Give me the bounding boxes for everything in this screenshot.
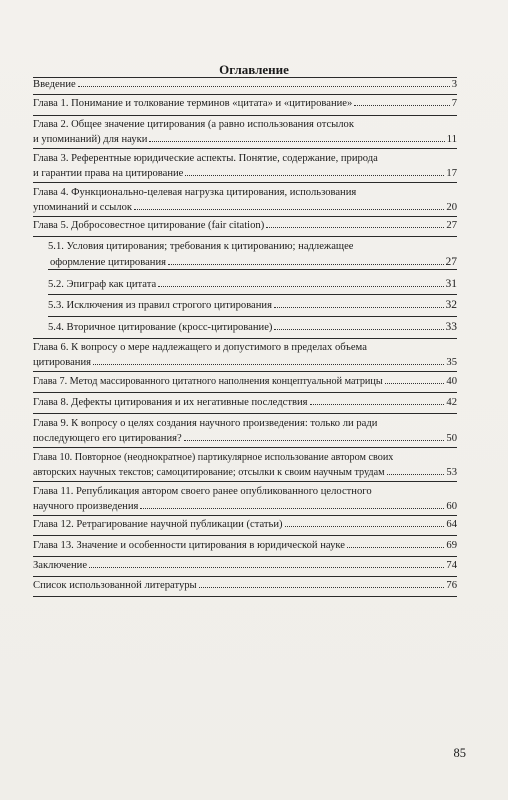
toc-entry-title-line: 5.1. Условия цитирования; требования к цитированию; надлежащее xyxy=(48,241,354,252)
toc-entry-section-5-3 xyxy=(48,298,457,314)
dot-leader xyxy=(354,105,449,106)
toc-entry-title-line: и гарантии права на цитирование xyxy=(33,167,184,179)
toc-entry-bibliography xyxy=(33,579,457,594)
toc-entry-title-line: оформление цитирования xyxy=(50,256,166,268)
toc-entry-title: 5.3. Исключения из правил строгого цитирования xyxy=(48,300,272,311)
toc-entry-title-line: научного произведения xyxy=(33,500,139,512)
toc-entry-page: 42 xyxy=(446,397,457,408)
toc-entry-title: Введение xyxy=(33,79,76,90)
toc-entry-title: Глава 7. Метод массированного цитатного наполнения концептуальной матрицы xyxy=(33,376,383,387)
toc-entry-section-5-4 xyxy=(48,320,457,336)
divider xyxy=(33,481,457,482)
toc-entry-title-line: Глава 11. Републикация автором своего ранее опубликованного целостного xyxy=(33,486,372,497)
toc-entry-page: 7 xyxy=(451,98,457,109)
dot-leader xyxy=(387,474,445,475)
toc-entry-title-line: Глава 3. Референтные юридические аспекты. Понятие, содержание, природа xyxy=(33,153,378,164)
divider xyxy=(33,371,457,372)
toc-entry-chapter-5 xyxy=(33,219,457,234)
toc-entry-page: 35 xyxy=(446,356,457,368)
toc-entry-chapter-12 xyxy=(33,518,457,533)
toc-entry-page: 3 xyxy=(451,79,457,90)
divider xyxy=(33,148,457,149)
toc-entry-page: 17 xyxy=(446,167,457,179)
dot-leader xyxy=(347,547,444,548)
toc-entry-introduction xyxy=(33,78,457,93)
toc-entry-title-line: цитирования xyxy=(33,356,92,368)
toc-entry-chapter-3 xyxy=(33,152,457,181)
divider xyxy=(33,216,457,217)
toc-entry-title-line: Глава 9. К вопросу о целях создания научного произведения: только ли ради xyxy=(33,418,378,429)
dot-leader xyxy=(285,526,445,527)
dot-leader xyxy=(274,329,443,330)
toc-entry-page: 31 xyxy=(445,278,457,290)
toc-entry-chapter-4 xyxy=(33,186,457,215)
dot-leader xyxy=(185,175,444,176)
dot-leader xyxy=(266,227,444,228)
toc-entry-page: 40 xyxy=(446,376,457,387)
toc-entry-title-line: Глава 4. Функционально-целевая нагрузка цитирования, использования xyxy=(33,187,357,198)
divider xyxy=(48,294,457,295)
toc-entry-title-line: Глава 2. Общее значение цитирования (а равно использования отсылок xyxy=(33,119,354,130)
toc-entry-chapter-9 xyxy=(33,417,457,446)
dot-leader xyxy=(89,567,444,568)
toc-entry-page: 27 xyxy=(446,220,457,231)
toc-entry-title: Глава 8. Дефекты цитирования и их негативные последствия xyxy=(33,397,308,408)
toc-entry-page: 69 xyxy=(446,540,457,551)
toc-entry-title: 5.2. Эпиграф как цитата xyxy=(48,279,157,290)
toc-entry-conclusion xyxy=(33,559,457,574)
dot-leader xyxy=(158,286,443,287)
divider xyxy=(33,182,457,183)
toc-entry-page: 60 xyxy=(446,500,457,512)
toc-entry-title-line: упоминаний и ссылок xyxy=(33,201,133,213)
toc-entry-page: 32 xyxy=(445,299,457,311)
dot-leader xyxy=(274,307,444,308)
divider xyxy=(33,576,457,577)
toc-entry-page: 27 xyxy=(445,255,457,268)
divider xyxy=(33,392,457,393)
toc-entry-title: Глава 13. Значение и особенности цитирования в юридической науке xyxy=(33,540,345,551)
toc-entry-chapter-11 xyxy=(33,485,457,514)
toc-entry-title-line: Глава 10. Повторное (неоднократное) партикулярное использование автором своих xyxy=(33,452,394,463)
toc-entry-chapter-10 xyxy=(33,451,457,480)
toc-entry-chapter-8 xyxy=(33,396,457,411)
dot-leader xyxy=(78,86,450,87)
divider xyxy=(33,413,457,414)
toc-entry-title: Заключение xyxy=(33,560,88,571)
divider xyxy=(33,535,457,536)
divider xyxy=(33,94,457,95)
toc-entry-title-line: последующего его цитирования? xyxy=(33,432,182,444)
toc-entry-page: 74 xyxy=(446,560,457,571)
divider xyxy=(33,447,457,448)
toc-entry-title: Глава 1. Понимание и толкование терминов «цитата» и «цитирование» xyxy=(33,98,353,109)
toc-entry-page: 53 xyxy=(446,466,457,478)
dot-leader xyxy=(184,440,445,441)
toc-entry-chapter-13 xyxy=(33,539,457,554)
page-number: 85 xyxy=(453,746,466,760)
divider xyxy=(33,556,457,557)
divider xyxy=(33,115,457,116)
toc-entry-section-5-2 xyxy=(48,277,457,293)
divider xyxy=(33,596,457,597)
dot-leader xyxy=(168,264,444,265)
toc-entry-title: 5.4. Вторичное цитирование (кросс-цитирование) xyxy=(48,322,273,333)
dot-leader xyxy=(140,508,444,509)
dot-leader xyxy=(385,383,445,384)
toc-entry-page: 33 xyxy=(445,321,457,333)
page-title: Оглавление xyxy=(219,62,289,77)
divider xyxy=(33,515,457,516)
dot-leader xyxy=(134,209,444,210)
divider xyxy=(48,269,457,270)
divider xyxy=(33,338,457,339)
toc-entry-page: 20 xyxy=(446,201,457,213)
dot-leader xyxy=(149,141,444,142)
toc-entry-title: Список использованной литературы xyxy=(33,580,197,591)
toc-entry-title-line: авторских научных текстов; самоцитирование; отсылки к своим научным трудам xyxy=(33,466,385,478)
toc-entry-chapter-7 xyxy=(33,375,457,390)
dot-leader xyxy=(199,587,445,588)
toc-entry-title: Глава 5. Добросовестное цитирование (fair citation) xyxy=(33,220,265,231)
toc-entry-section-5-1 xyxy=(48,240,457,270)
toc-entry-page: 11 xyxy=(446,133,457,145)
divider xyxy=(33,236,457,237)
toc-entry-chapter-1 xyxy=(33,97,457,112)
dot-leader xyxy=(310,404,445,405)
toc-entry-title-line: Глава 6. К вопросу о мере надлежащего и допустимого в пределах объема xyxy=(33,342,367,353)
toc-entry-chapter-2 xyxy=(33,118,457,147)
toc-entry-page: 50 xyxy=(446,432,457,444)
toc-entry-page: 64 xyxy=(446,519,457,530)
toc-entry-title-line: и упоминаний) для науки xyxy=(33,133,148,145)
toc-entry-chapter-6 xyxy=(33,341,457,370)
dot-leader xyxy=(93,364,444,365)
divider xyxy=(48,316,457,317)
toc-entry-title: Глава 12. Ретрагирование научной публикации (статьи) xyxy=(33,519,283,530)
toc-entry-page: 76 xyxy=(446,580,457,591)
